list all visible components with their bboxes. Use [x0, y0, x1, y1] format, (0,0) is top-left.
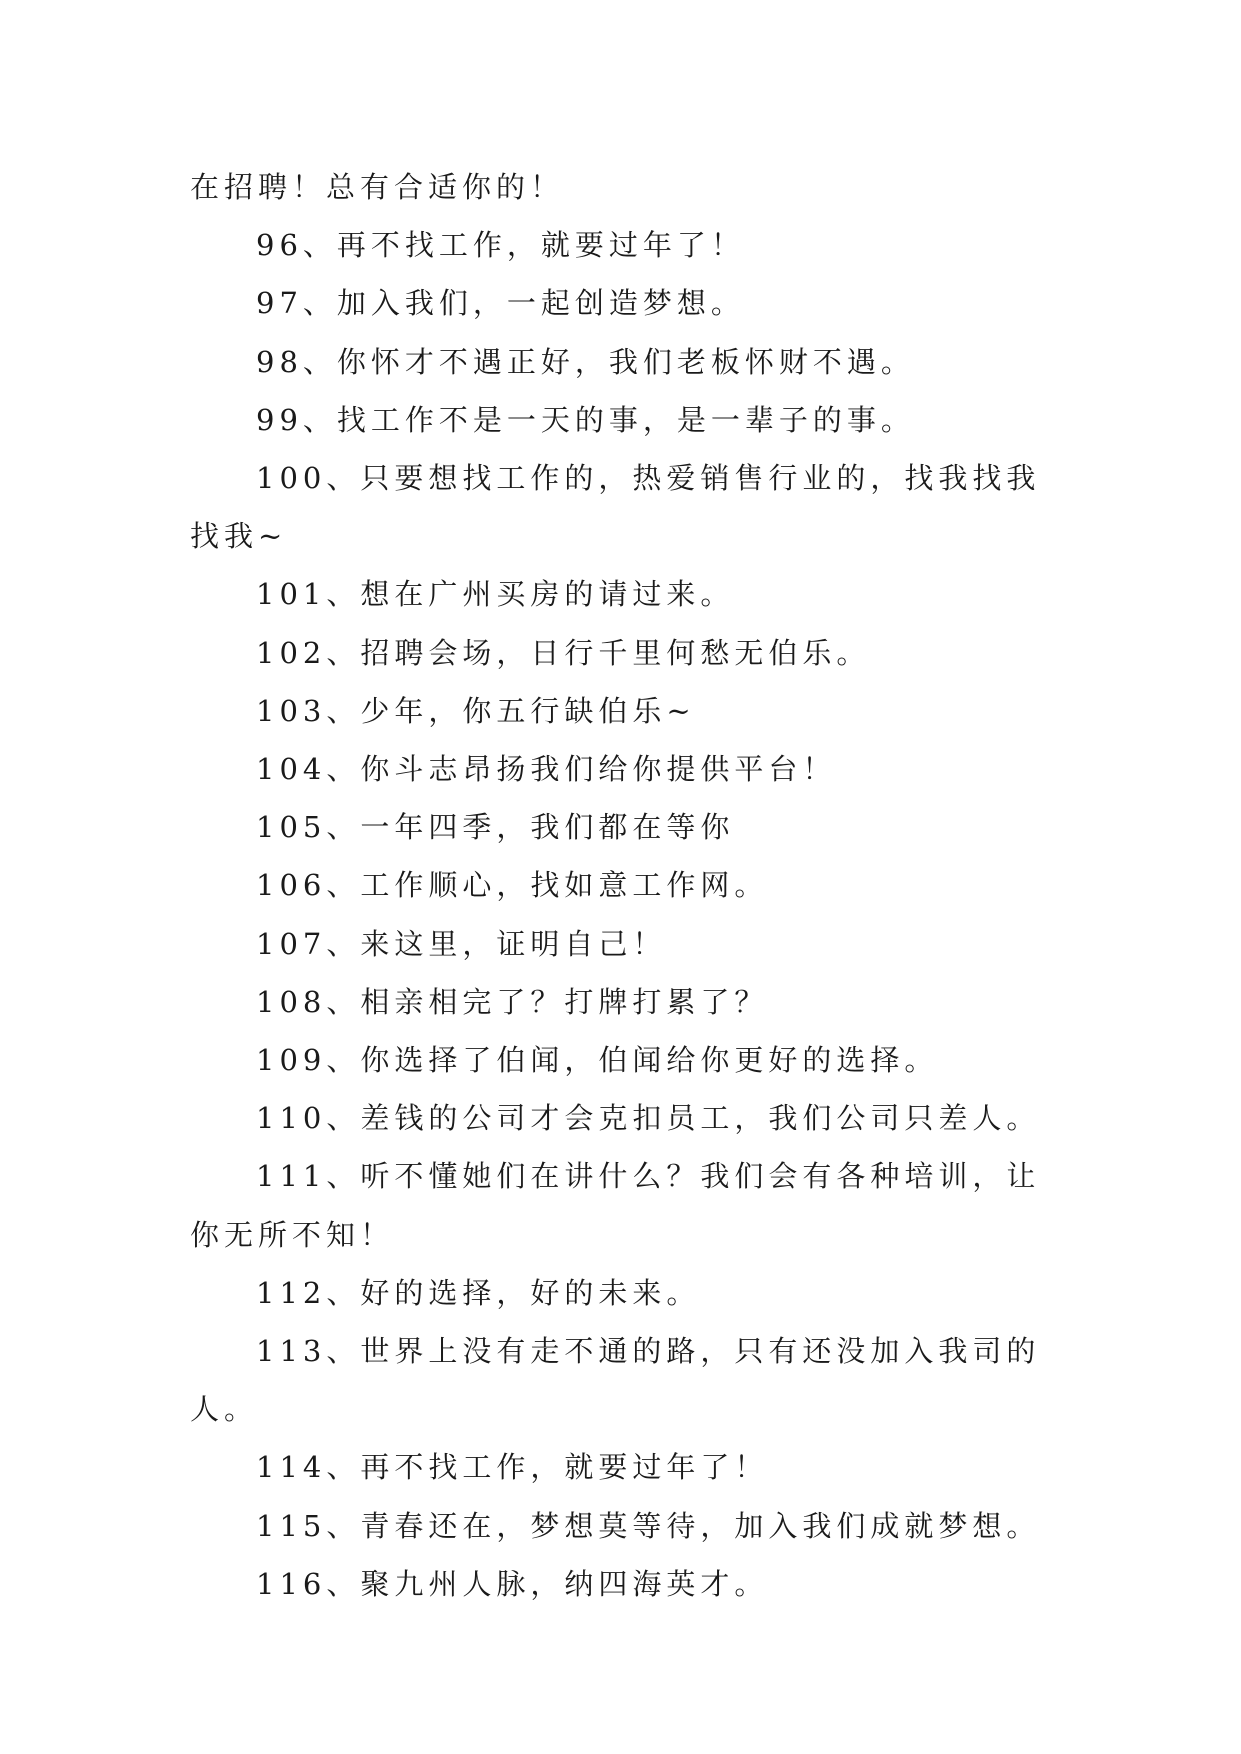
slogan-111: 111、听不懂她们在讲什么？我们会有各种培训，让你无所不知！: [190, 1159, 1041, 1252]
slogan-97: 97、加入我们，一起创造梦想。: [256, 286, 745, 321]
slogan-110: 110、差钱的公司才会克扣员工，我们公司只差人。: [256, 1101, 1041, 1136]
slogan-99: 99、找工作不是一天的事，是一辈子的事。: [256, 402, 915, 437]
slogan-107: 107、来这里，证明自己！: [256, 926, 667, 961]
paragraph-continued: 在招聘！总有合适你的！: [190, 170, 565, 204]
slogan-115: 115、青春还在，梦想莫等待，加入我们成就梦想。: [256, 1508, 1041, 1543]
slogan-113: 113、世界上没有走不通的路，只有还没加入我司的人。: [190, 1334, 1041, 1427]
slogan-102: 102、招聘会场，日行千里何愁无伯乐。: [256, 635, 871, 670]
document-body: [190, 158, 1070, 1613]
slogan-105: 105、一年四季，我们都在等你: [256, 810, 735, 845]
slogan-96: 96、再不找工作，就要过年了！: [256, 228, 745, 263]
slogan-98: 98、你怀才不遇正好，我们老板怀财不遇。: [256, 344, 915, 379]
slogan-114: 114、再不找工作，就要过年了！: [256, 1450, 769, 1485]
slogan-109: 109、你选择了伯闻，伯闻给你更好的选择。: [256, 1043, 939, 1078]
slogan-108: 108、相亲相完了？打牌打累了？: [256, 984, 769, 1019]
slogan-100: 100、只要想找工作的，热爱销售行业的，找我找我找我~: [190, 461, 1041, 554]
slogan-112: 112、好的选择，好的未来。: [256, 1275, 701, 1310]
slogan-103: 103、少年，你五行缺伯乐~: [256, 693, 696, 728]
slogan-106: 106、工作顺心，找如意工作网。: [256, 868, 769, 903]
slogan-101: 101、想在广州买房的请过来。: [256, 577, 735, 612]
slogan-116: 116、聚九州人脉，纳四海英才。: [256, 1566, 769, 1601]
slogan-104: 104、你斗志昂扬我们给你提供平台！: [256, 752, 837, 787]
